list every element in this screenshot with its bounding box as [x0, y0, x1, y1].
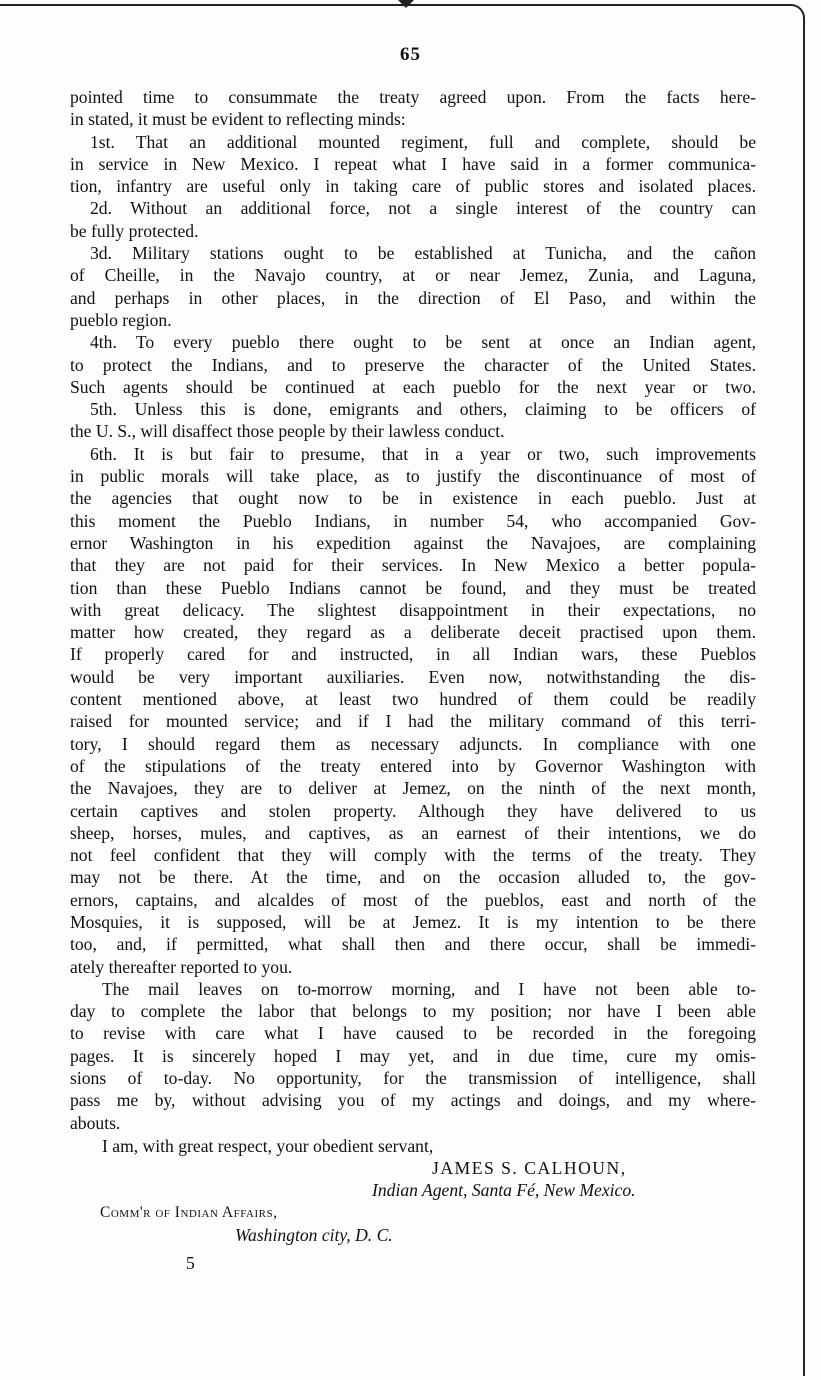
- text-line: in stated, it must be evident to reflecting minds:: [70, 109, 406, 130]
- text-line: the U. S., will disaffect those people by their lawless conduct.: [70, 421, 505, 442]
- signer-name: JAMES S. CALHOUN,: [432, 1158, 627, 1178]
- text-line: pointed time to consummate the treaty agreed upon. From the facts here-: [70, 87, 756, 107]
- text-line: Such agents should be continued at each pueblo for the next year or two.: [70, 376, 756, 397]
- text-line: too, and, if permitted, what shall then and there occur, shall be immedi-: [70, 934, 756, 955]
- text-line: day to complete the labor that belongs to my position; nor have I been able: [70, 1001, 756, 1022]
- text-line: would be very important auxiliaries. Even now, notwithstanding the dis-: [70, 666, 756, 687]
- text-line: raised for mounted service; and if I had the military command of this terri-: [70, 711, 756, 732]
- text-line: 3d. Military stations ought to be established at Tunicha, and the cañon: [90, 243, 756, 264]
- letter-body: [70, 86, 756, 1134]
- text-line: certain captives and stolen property. Although they have delivered to us: [70, 800, 756, 821]
- text-line: the Navajoes, they are to deliver at Jemez, on the ninth of the next month,: [70, 778, 756, 799]
- text-line: tion, infantry are useful only in taking care of public stores and isolated places.: [70, 176, 756, 197]
- text-line: to protect the Indians, and to preserve the character of the United States.: [70, 354, 756, 375]
- text-line: tion than these Pueblo Indians cannot be found, and they must be treated: [70, 577, 756, 598]
- text-line: pueblo region.: [70, 309, 172, 330]
- signature-mark: 5: [186, 1253, 195, 1273]
- text-line: of Cheille, in the Navajo country, at or near Jemez, Zunia, and Laguna,: [70, 265, 756, 286]
- text-line: abouts.: [70, 1112, 121, 1133]
- binding-mark: [398, 0, 414, 8]
- text-line: 1st. That an additional mounted regiment, full and complete, should be: [90, 131, 756, 152]
- text-line: ernors, captains, and alcaldes of most of the pueblos, east and north of the: [70, 889, 756, 910]
- text-line: pass me by, without advising you of my actings and doings, and my where-: [70, 1090, 756, 1111]
- text-line: be fully protected.: [70, 220, 199, 241]
- text-line: pages. It is sincerely hoped I may yet, and in due time, cure my omis-: [70, 1045, 756, 1066]
- signature-block: [0, 1128, 821, 1288]
- text-line: ernor Washington in his expedition against the Navajoes, are complaining: [70, 532, 756, 553]
- text-line: with great delicacy. The slightest disappointment in their expectations, no: [70, 599, 756, 620]
- text-line: not feel confident that they will comply with the terms of the treaty. They: [70, 845, 756, 866]
- text-line: to revise with care what I have caused to be recorded in the foregoing: [70, 1023, 756, 1044]
- text-line: ately thereafter reported to you.: [70, 956, 293, 977]
- page-number: 65: [400, 44, 421, 65]
- text-line: sions of to-day. No opportunity, for the transmission of intelligence, shall: [70, 1068, 756, 1089]
- text-line: of the stipulations of the treaty entered into by Governor Washington with: [70, 755, 756, 776]
- text-line: sheep, horses, mules, and captives, as an earnest of their intentions, we do: [70, 822, 756, 843]
- closing-line: I am, with great respect, your obedient servant,: [102, 1136, 434, 1156]
- text-line: tory, I should regard them as necessary adjuncts. In compliance with one: [70, 733, 756, 754]
- text-line: 2d. Without an additional force, not a single interest of the country can: [90, 198, 756, 219]
- text-line: in public morals will take place, as to justify the discontinuance of most of: [70, 466, 756, 487]
- text-line: and perhaps in other places, in the direction of El Paso, and within the: [70, 287, 756, 308]
- addressee-title: Comm'r of Indian Affairs,: [100, 1204, 278, 1221]
- text-line: If properly cared for and instructed, in all Indian wars, these Pueblos: [70, 644, 756, 665]
- text-line: that they are not paid for their services. In New Mexico a better popula-: [70, 555, 756, 576]
- text-line: matter how created, they regard as a deliberate deceit practised upon them.: [70, 622, 756, 643]
- text-line: 5th. Unless this is done, emigrants and others, claiming to be officers of: [90, 399, 756, 420]
- text-line: the agencies that ought now to be in existence in each pueblo. Just at: [70, 488, 756, 509]
- text-line: 6th. It is but fair to presume, that in a year or two, such improvements: [90, 443, 756, 464]
- text-line: may not be there. At the time, and on the occasion alluded to, the gov-: [70, 867, 756, 888]
- signer-title: Indian Agent, Santa Fé, New Mexico.: [372, 1180, 636, 1200]
- text-line: this moment the Pueblo Indians, in number 54, who accompanied Gov-: [70, 510, 756, 531]
- text-line: content mentioned above, at least two hundred of them could be readily: [70, 689, 756, 710]
- text-line: Mosquies, it is supposed, will be at Jemez. It is my intention to be there: [70, 911, 756, 932]
- addressee-location: Washington city, D. C.: [235, 1225, 393, 1245]
- text-line: in service in New Mexico. I repeat what I have said in a former communica-: [70, 153, 756, 174]
- text-line: 4th. To every pueblo there ought to be sent at once an Indian agent,: [90, 332, 756, 353]
- text-line: The mail leaves on to-morrow morning, and I have not been able to-: [102, 978, 756, 999]
